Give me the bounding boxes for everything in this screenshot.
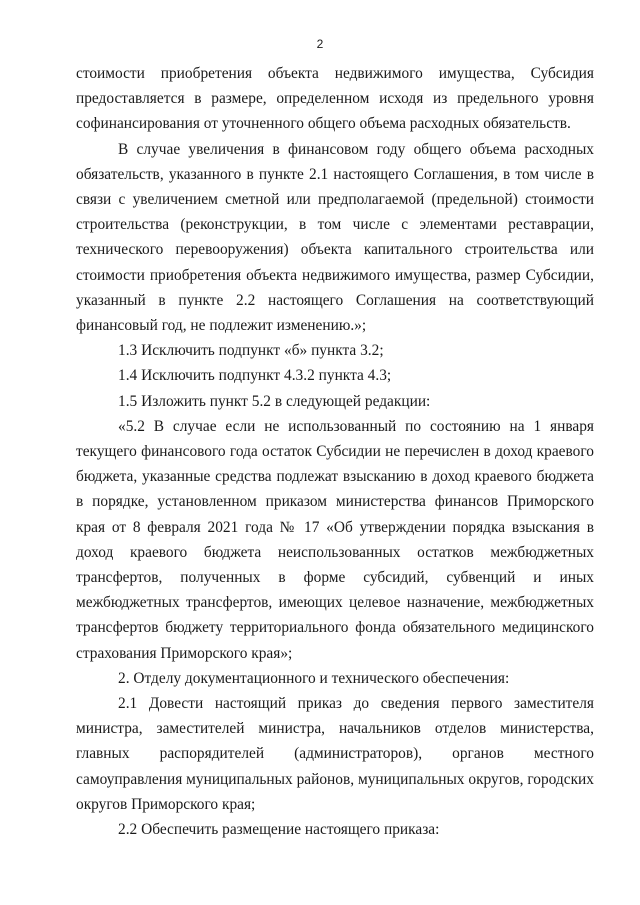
paragraph-continuation: стоимости приобретения объекта недвижимого имущества, Субсидия предоставляется в размере, определенном исходя из предельного уровня софинансирования от уточненного общего объема расходных обязательств. (76, 65, 594, 133)
paragraph-item-1-4: 1.4 Исключить подпункт 4.3.2 пункта 4.3; (118, 367, 392, 385)
paragraph-clause-5-2: «5.2 В случае если не использованный по состоянию на 1 января текущего финансового года остаток Субсидии не перечислен в доход краевого бюджета, указанные средства подлежат взысканию в доход краевого бюджета в порядке, установленном приказом министерства финансов Приморского края от 8 февраля 2021 года № 17 «Об утверждении порядка взыскания в доход краевого бюджета неиспользованных остатков межбюджетных трансфертов, полученных в форме субсидий, субвенций и иных межбюджетных трансфертов, имеющих целевое назначение, межбюджетных трансфертов бюджету территориального фонда обязательного медицинского страхования Приморского края»; (76, 417, 594, 662)
paragraph-subsidy-increase: В случае увеличения в финансовом году общего объема расходных обязательств, указанного в пункте 2.1 настоящего Соглашения, в том числе в связи с увеличением сметной или предполагаемой (предельной) стоимости строительства (реконструкции, в том числе с элементами реставрации, технического перевооружения) объекта капитального строительства или стоимости приобретения объекта недвижимого имущества, размер Субсидии, указанный в пункте 2.2 настоящего Соглашения на соответствующий финансовый год, не подлежит изменению.»; (76, 140, 594, 335)
paragraph-item-2-2: 2.2 Обеспечить размещение настоящего приказа: (118, 821, 440, 839)
document-body (76, 61, 594, 842)
paragraph-item-2: 2. Отделу документационного и технического обеспечения: (118, 669, 510, 687)
paragraph-item-1-5: 1.5 Изложить пункт 5.2 в следующей редакции: (118, 392, 431, 410)
paragraph-item-2-1: 2.1 Довести настоящий приказ до сведения первого заместителя министра, заместителей министра, начальников отделов министерства, главных распорядителей (администраторов), органов местного самоуправления муниципальных районов, муниципальных округов, городских округов Приморского края; (76, 695, 594, 813)
page-number: 2 (316, 37, 324, 51)
paragraph-item-1-3: 1.3 Исключить подпункт «б» пункта 3.2; (118, 342, 384, 360)
